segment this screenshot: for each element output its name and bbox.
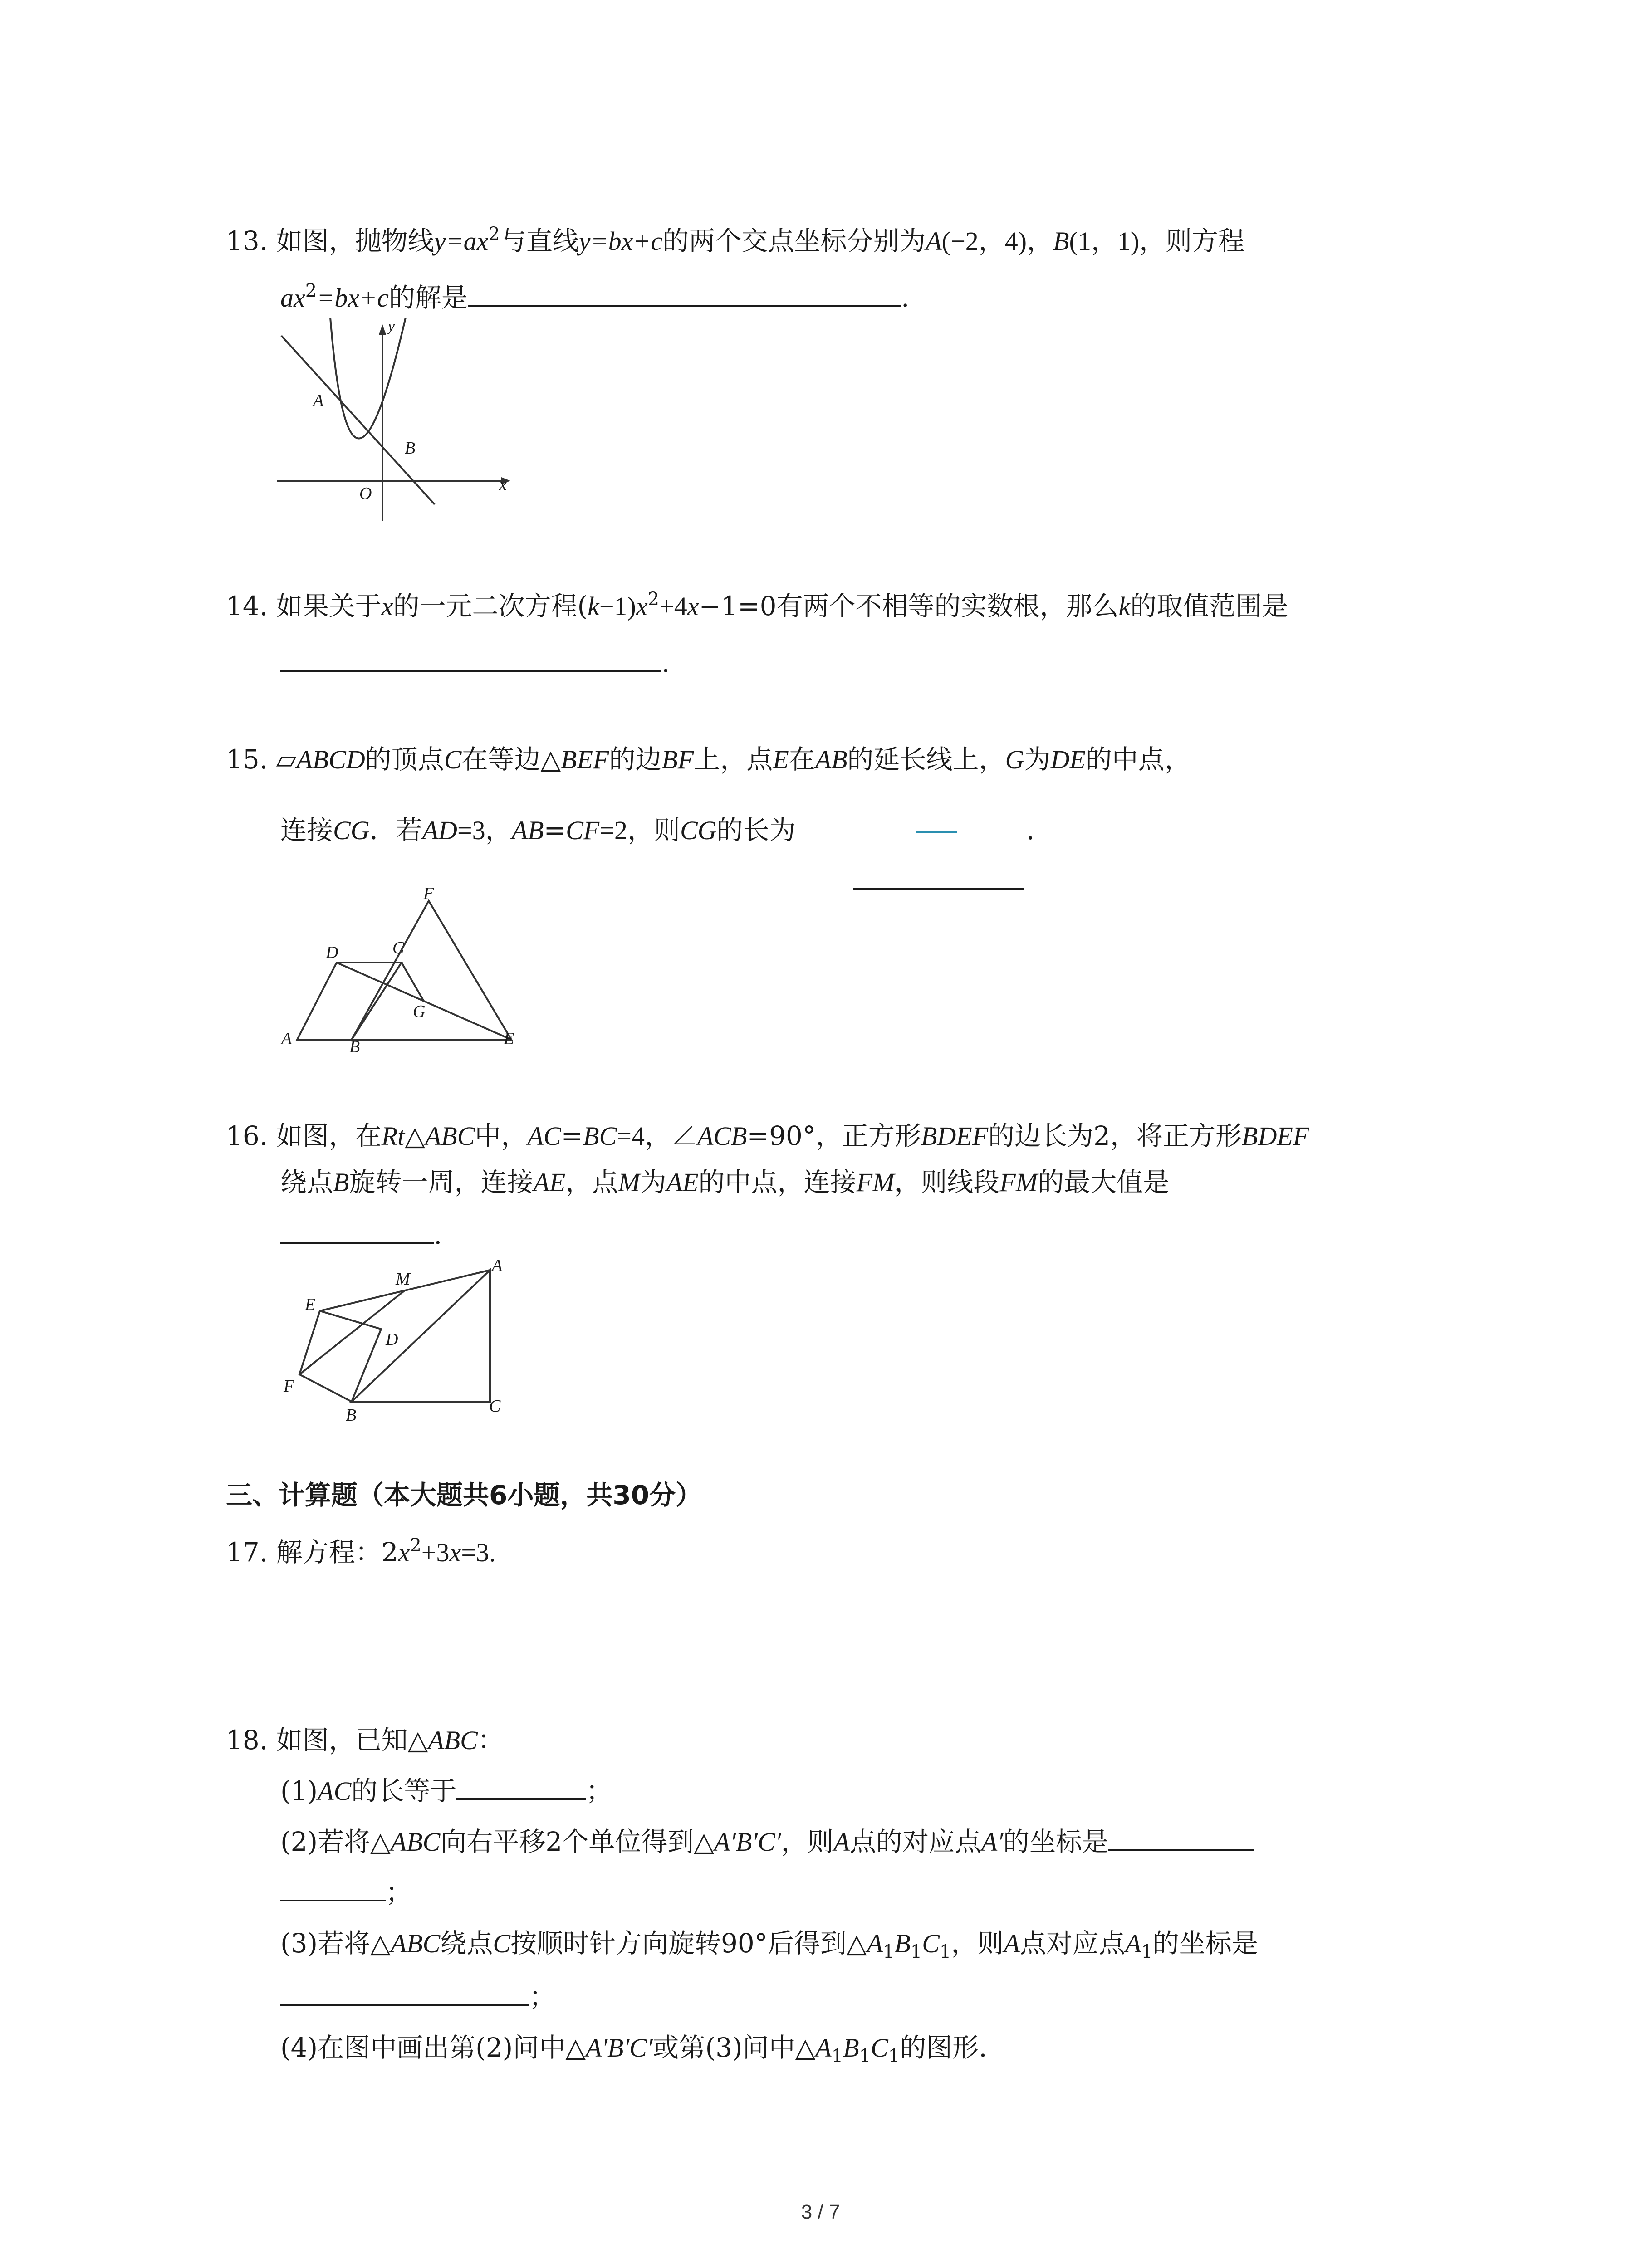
q15-line2: 连接CG．若AD=3，AB=CF=2，则CG的长为 bbox=[280, 815, 796, 846]
label-B: B bbox=[405, 439, 416, 458]
straight-line bbox=[281, 336, 435, 504]
y-axis-arrow bbox=[379, 324, 386, 335]
label-M: M bbox=[396, 1270, 410, 1289]
teal-dash-mark bbox=[916, 831, 957, 833]
q18-part2: (2)若将△ABC向右平移2个单位得到△A′B′C′，则A点的对应点A′的坐标是 bbox=[280, 1825, 1254, 1858]
label-B: B bbox=[349, 1037, 360, 1056]
q13-figure-parabola bbox=[272, 318, 526, 528]
question-number: 18. bbox=[226, 1725, 268, 1755]
label-E: E bbox=[305, 1295, 316, 1314]
q16-line3: . bbox=[280, 1218, 442, 1251]
q14-line2: . bbox=[280, 646, 670, 679]
parallelogram-ABCD bbox=[297, 963, 402, 1040]
answer-blank[interactable] bbox=[280, 646, 661, 672]
q16-figure-rotation bbox=[272, 1256, 526, 1440]
segment-DE bbox=[337, 963, 511, 1040]
parabola bbox=[330, 318, 406, 439]
answer-blank[interactable] bbox=[280, 1218, 434, 1244]
q18-part1: (1)AC的长等于 ； bbox=[280, 1775, 612, 1806]
q18-part3-cont: ； bbox=[280, 1980, 555, 2013]
section-heading: 三、计算题（本大题共6小题，共30分） bbox=[226, 1480, 702, 1510]
q15-figure-parallelogram bbox=[272, 885, 535, 1068]
label-O: O bbox=[359, 484, 372, 503]
answer-blank[interactable] bbox=[1108, 1825, 1254, 1851]
q15-line1: 15. ▱ABCD的顶点C在等边△BEF的边BF上，点E在AB的延长线上，G为DE的中点， bbox=[226, 744, 1191, 775]
q16-line2: 绕点B旋转一周，连接AE，点M为AE的中点，连接FM，则线段FM的最大值是 bbox=[280, 1167, 1170, 1198]
q18-part3: (3)若将△ABC绕点C按顺时针方向旋转90°后得到$\triangle A_1B_1C_1$，则A点对应点$A_1$的坐标是 bbox=[280, 1928, 1258, 1962]
label-A: A bbox=[313, 391, 324, 410]
label-A: A bbox=[492, 1256, 503, 1275]
label-C: C bbox=[392, 938, 404, 958]
label-B: B bbox=[346, 1406, 357, 1425]
label-x: x bbox=[499, 475, 507, 494]
answer-blank[interactable] bbox=[468, 281, 901, 307]
q13-line1: 13. 如图，抛物线$y=ax^2$与直线y=bx+c的两个交点坐标分别为A(−2，4)，B(1，1)，则方程 bbox=[226, 224, 1245, 256]
q14-line1: 14. 如果关于x的一元二次方程$(k-1)x^2+4x-1=0$有两个不相等的实数根，那么k的取值范围是 bbox=[226, 589, 1288, 621]
answer-blank[interactable] bbox=[456, 1774, 586, 1800]
question-number: 16. bbox=[226, 1120, 268, 1151]
label-G: G bbox=[413, 1002, 426, 1021]
label-F: F bbox=[423, 885, 434, 903]
label-C: C bbox=[489, 1397, 501, 1416]
question-number: 15. bbox=[226, 744, 268, 775]
q16-line1: 16. 如图，在Rt△ABC中，AC=BC=4，∠ACB=90°，正方形BDEF的边长为2，将正方形BDEF bbox=[226, 1120, 1309, 1151]
label-F: F bbox=[284, 1377, 294, 1396]
question-number: 14. bbox=[226, 591, 268, 621]
triangle-BEF bbox=[352, 901, 511, 1040]
answer-blank[interactable] bbox=[280, 1876, 386, 1901]
label-A: A bbox=[281, 1029, 292, 1048]
answer-blank[interactable] bbox=[853, 888, 1024, 890]
label-D: D bbox=[326, 943, 338, 962]
q18-part2-cont: ； bbox=[280, 1876, 412, 1909]
square-BDEF bbox=[299, 1311, 381, 1402]
answer-blank[interactable] bbox=[280, 1980, 529, 2006]
q13-line2: $ax^2=bx+c$的解是 . bbox=[280, 280, 910, 313]
q15-end: . bbox=[1026, 815, 1035, 846]
label-D: D bbox=[386, 1330, 398, 1349]
question-number: 13. bbox=[226, 225, 268, 256]
question-number: 17. bbox=[226, 1537, 268, 1568]
label-E: E bbox=[504, 1029, 514, 1048]
label-y: y bbox=[388, 318, 395, 335]
q18-part4: (4)在图中画出第(2)问中△A′B′C′或第(3)问中$\triangle A_1B_1C_1$的图形. bbox=[280, 2032, 987, 2067]
q18-intro: 18. 如图，已知△ABC： bbox=[226, 1725, 504, 1755]
page-number: 3 / 7 bbox=[801, 2201, 840, 2223]
triangle-ABC bbox=[352, 1270, 490, 1402]
q17-line1: 17. 解方程：$2x^2+3x=3$. bbox=[226, 1535, 496, 1568]
